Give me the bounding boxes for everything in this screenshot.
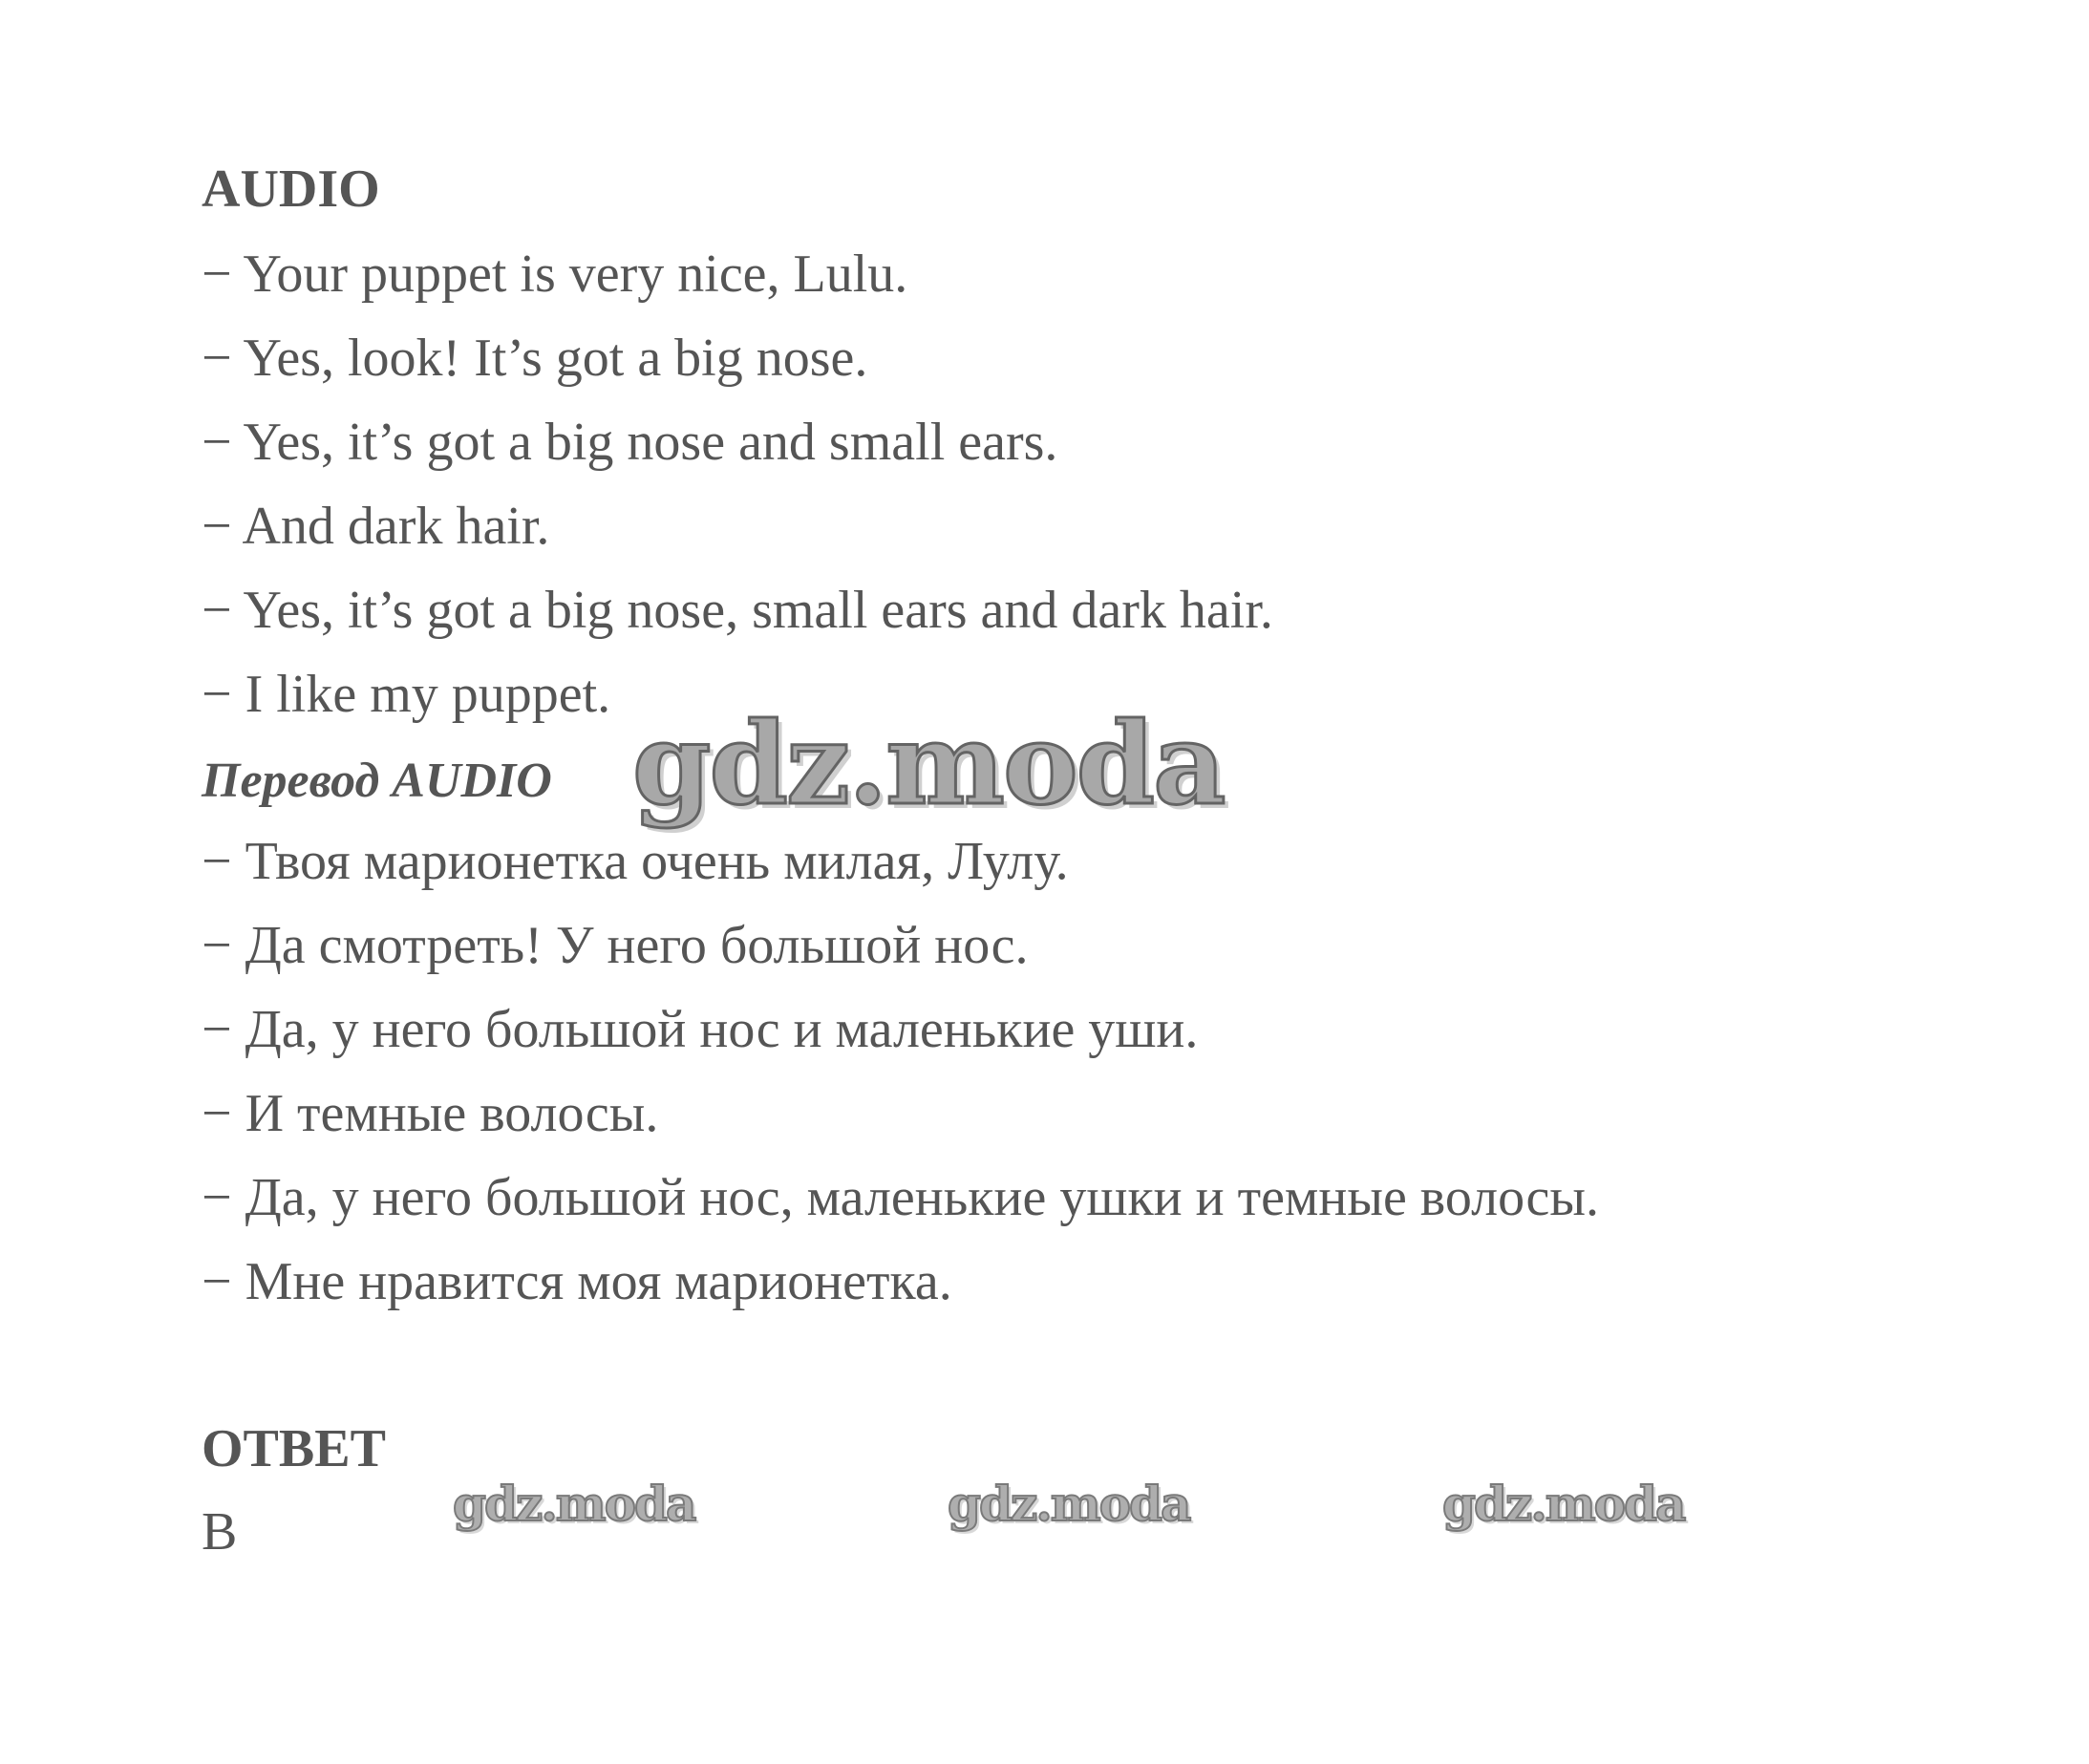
- audio-line: − And dark hair.: [202, 497, 550, 556]
- answer-value: B: [202, 1502, 238, 1562]
- watermark-logo-small: gdz.moda: [453, 1476, 695, 1532]
- answer-heading: ОТВЕТ: [202, 1419, 386, 1478]
- watermark-logo-small: gdz.moda: [1442, 1476, 1685, 1532]
- watermark-logo-small: gdz.moda: [948, 1476, 1190, 1532]
- translation-line: − Мне нравится моя марионетка.: [202, 1252, 952, 1311]
- translation-line: − Твоя марионетка очень милая, Лулу.: [202, 832, 1069, 891]
- translation-line: − Да, у него большой нос, маленькие ушки и темные волосы.: [202, 1168, 1599, 1227]
- translation-line: − Да, у него большой нос и маленькие уши.: [202, 1000, 1199, 1059]
- audio-line: − Yes, look! It’s got a big nose.: [202, 329, 868, 388]
- watermark-logo: gdz.moda: [632, 697, 1225, 830]
- translation-heading: Перевод AUDIO: [202, 754, 552, 808]
- translation-line: − Да смотреть! У него большой нос.: [202, 916, 1029, 975]
- audio-line: − Your puppet is very nice, Lulu.: [202, 244, 908, 304]
- audio-dialogue: [202, 232, 1273, 736]
- translation-dialogue: [202, 819, 1599, 1324]
- audio-line: − Yes, it’s got a big nose and small ears.: [202, 413, 1058, 472]
- translation-line: − И темные волосы.: [202, 1084, 659, 1143]
- audio-heading: AUDIO: [202, 159, 380, 219]
- audio-line: − Yes, it’s got a big nose, small ears and dark hair.: [202, 581, 1273, 640]
- audio-line: − I like my puppet.: [202, 665, 611, 724]
